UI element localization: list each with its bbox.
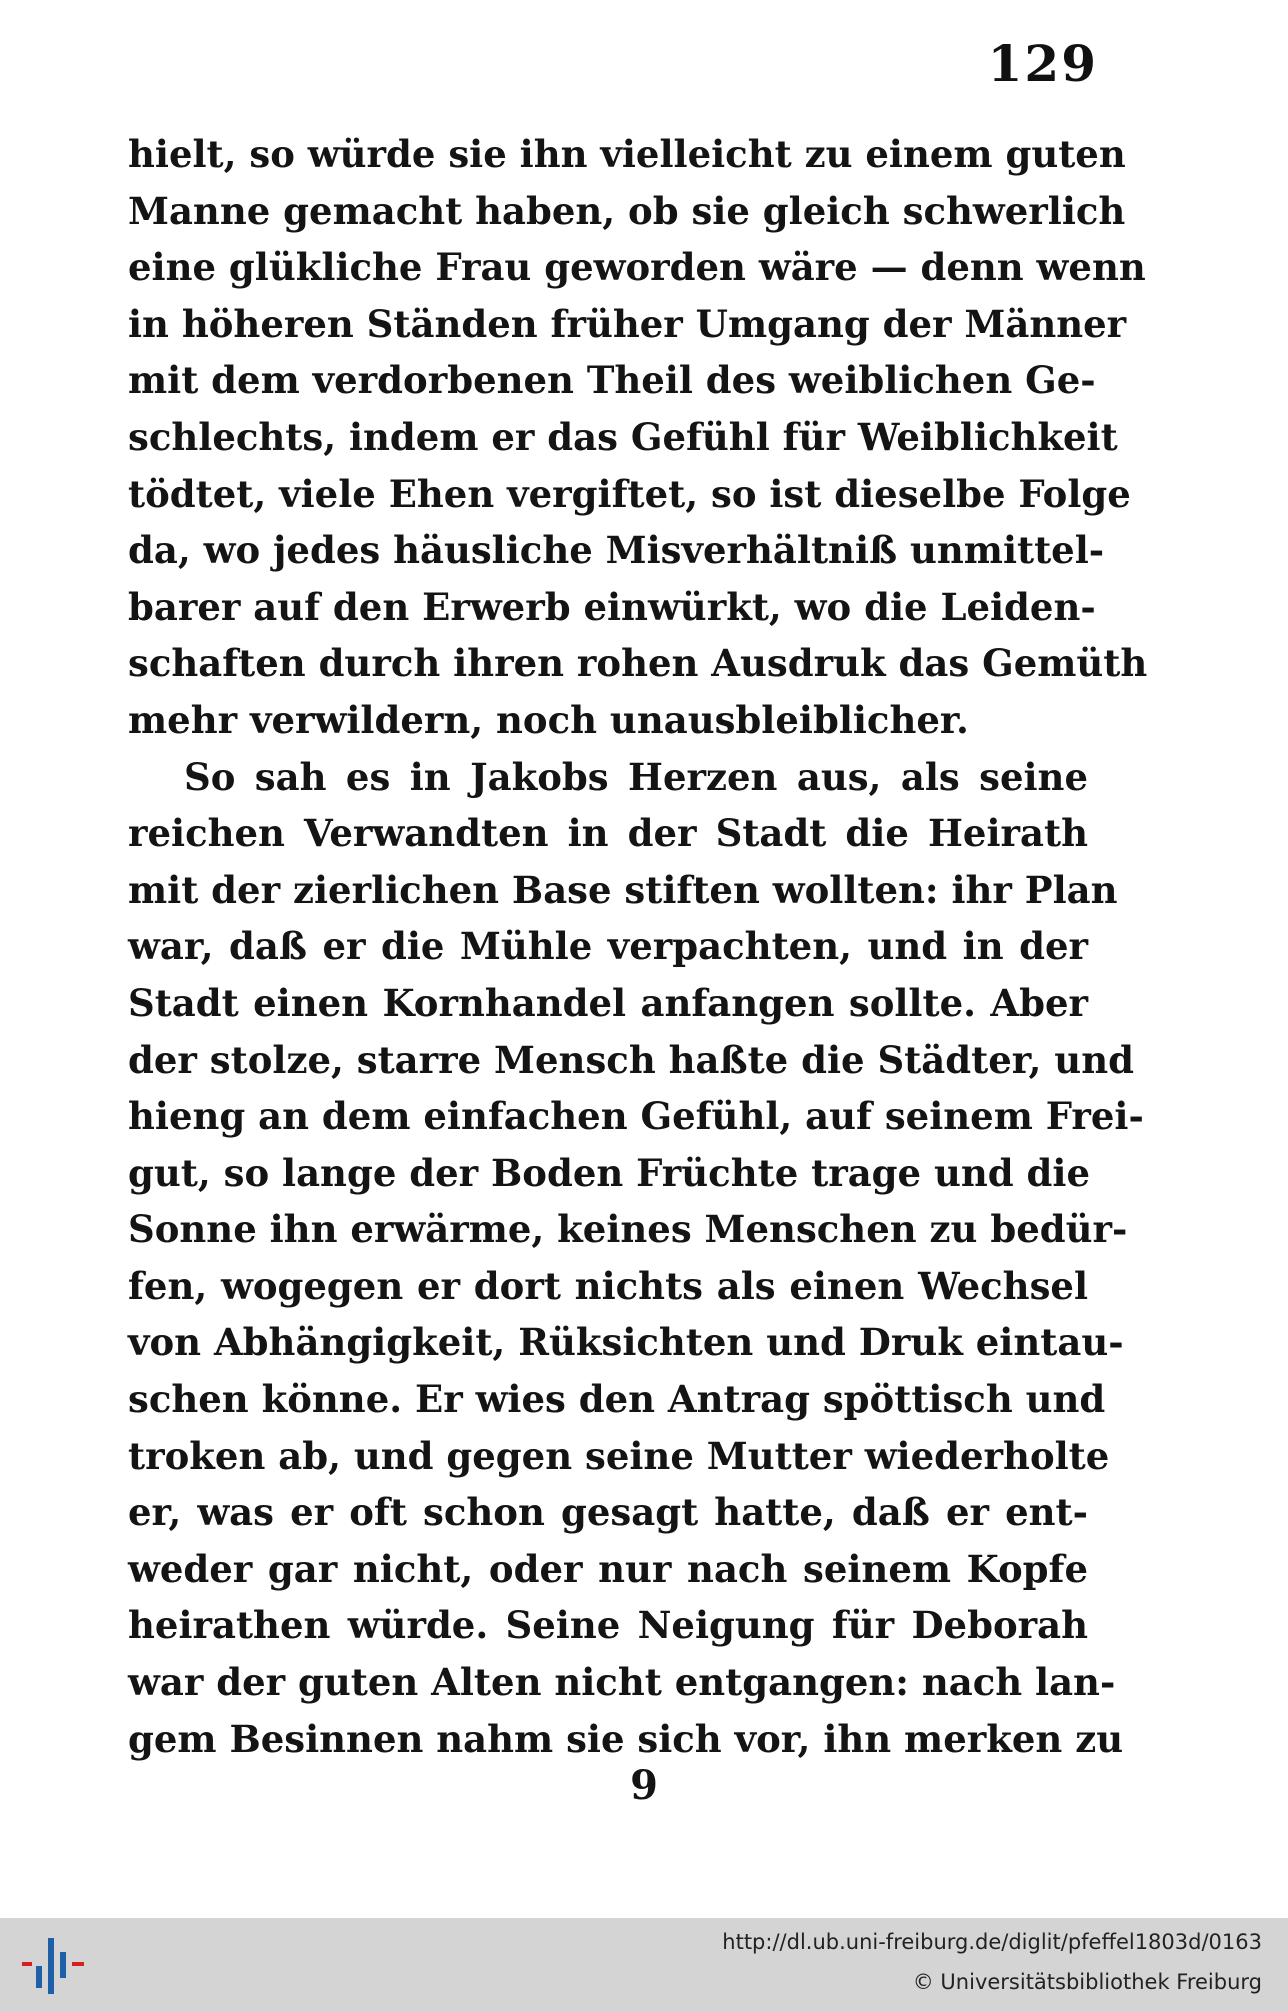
text-line: mit der zierlichen Base stiften wollten: ihr Plan (128, 867, 1118, 912)
text-line: gut, so lange der Boden Früchte trage und die (128, 1150, 1090, 1195)
signature-mark: 9 (630, 1762, 658, 1809)
ub-freiburg-logo-icon[interactable] (22, 1932, 86, 1998)
text-line: mit dem verdorbenen Theil des weiblichen Ge- (128, 358, 1096, 403)
copyright-notice: © Universitätsbibliothek Freiburg (912, 1970, 1262, 1994)
text-line: schaften durch ihren rohen Ausdruk das Gemüth (128, 641, 1148, 686)
viewer-footer (0, 1918, 1288, 2012)
text-line: der stolze, starre Mensch haßte die Städter, und (128, 1037, 1134, 1082)
text-line: hieng an dem einfachen Gefühl, auf seinem Frei- (128, 1094, 1144, 1139)
text-line: reichen Verwandten in der Stadt die Heirath (128, 811, 1088, 856)
document-url-link[interactable]: http://dl.ub.uni-freiburg.de/diglit/pfeffel1803d/0163 (722, 1930, 1262, 1954)
text-line: heirathen würde. Seine Neigung für Deborah (128, 1603, 1088, 1648)
text-line: gem Besinnen nahm sie sich vor, ihn merken zu (128, 1716, 1124, 1761)
text-line: So sah es in Jakobs Herzen aus, als seine (184, 754, 1088, 799)
text-line: tödtet, viele Ehen vergiftet, so ist dieselbe Folge (128, 471, 1131, 516)
text-line: troken ab, und gegen seine Mutter wiederholte (128, 1433, 1110, 1478)
text-line: mehr verwildern, noch unausbleiblicher. (128, 697, 969, 742)
body-text (128, 126, 1148, 1767)
text-line: barer auf den Erwerb einwürkt, wo die Leiden- (128, 584, 1096, 629)
text-line: weder gar nicht, oder nur nach seinem Kopfe (128, 1546, 1088, 1591)
text-line: Manne gemacht haben, ob sie gleich schwerlich (128, 188, 1126, 233)
text-line: von Abhängigkeit, Rüksichten und Druk eintau- (128, 1320, 1124, 1365)
text-line: Sonne ihn erwärme, keines Menschen zu bedür- (128, 1207, 1128, 1252)
text-line: da, wo jedes häusliche Misverhältniß unmittel- (128, 528, 1105, 573)
text-line: er, was er oft schon gesagt hatte, daß er ent- (128, 1490, 1088, 1535)
text-line: eine glükliche Frau geworden wäre — denn wenn (128, 245, 1146, 290)
text-line: schen könne. Er wies den Antrag spöttisch und (128, 1377, 1106, 1422)
text-line: in höheren Ständen früher Umgang der Männer (128, 301, 1127, 346)
text-line: fen, wogegen er dort nichts als einen Wechsel (128, 1263, 1088, 1308)
text-line: war der guten Alten nicht entgangen: nach lan- (128, 1660, 1116, 1705)
text-line: schlechts, indem er das Gefühl für Weiblichkeit (128, 414, 1118, 459)
page-number: 129 (987, 34, 1098, 93)
text-line: Stadt einen Kornhandel anfangen sollte. Aber (128, 980, 1088, 1025)
text-line: war, daß er die Mühle verpachten, und in der (128, 924, 1088, 969)
text-line: hielt, so würde sie ihn vielleicht zu einem guten (128, 132, 1126, 176)
